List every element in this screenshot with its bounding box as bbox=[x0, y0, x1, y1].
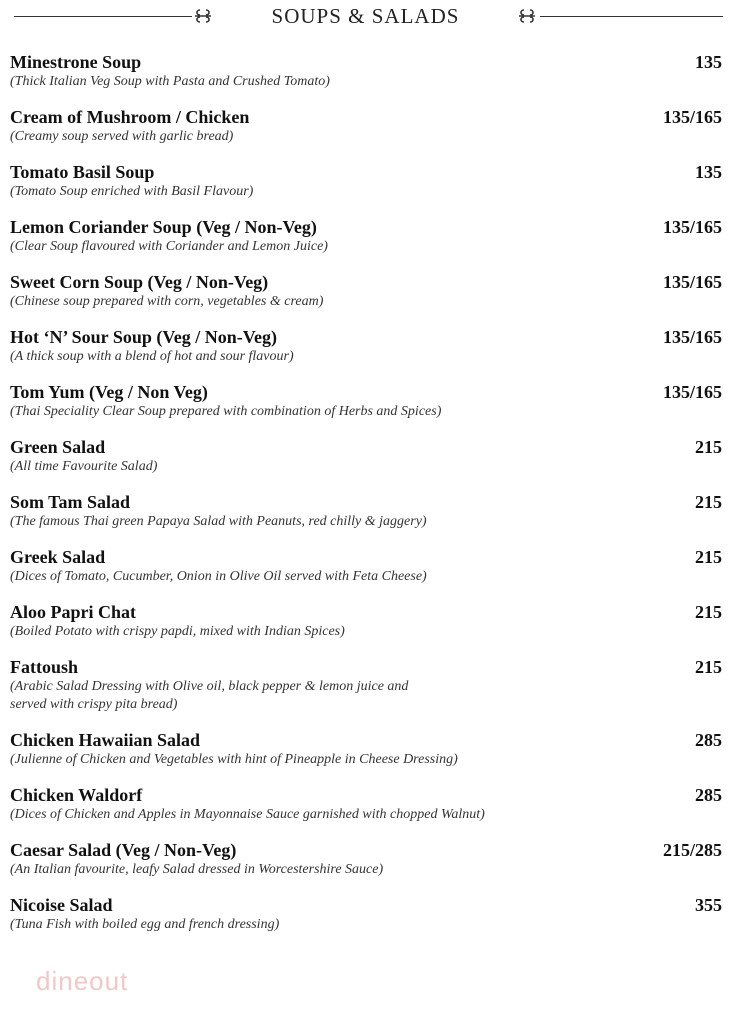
item-name: Cream of Mushroom / Chicken bbox=[10, 107, 250, 127]
item-description: (Creamy soup served with garlic bread) bbox=[10, 129, 234, 144]
item-price: 215 bbox=[695, 602, 722, 622]
item-description: (Boiled Potato with crispy papdi, mixed with Indian Spices) bbox=[10, 624, 345, 639]
section-title: SOUPS & SALADS bbox=[271, 4, 460, 28]
item-description: (Chinese soup prepared with corn, vegetables & cream) bbox=[10, 294, 324, 309]
item-name: Chicken Waldorf bbox=[10, 785, 143, 805]
menu-item bbox=[10, 785, 722, 824]
item-name: Green Salad bbox=[10, 437, 106, 457]
item-description: (Arabic Salad Dressing with Olive oil, black pepper & lemon juice and served with crispy pita bread) bbox=[10, 679, 409, 712]
item-description: (Thai Speciality Clear Soup prepared with combination of Herbs and Spices) bbox=[10, 404, 442, 419]
item-description: (An Italian favourite, leafy Salad dressed in Worcestershire Sauce) bbox=[10, 862, 384, 877]
item-price: 285 bbox=[695, 730, 722, 750]
menu-item bbox=[10, 217, 722, 256]
section-header bbox=[0, 0, 731, 34]
menu-item bbox=[10, 162, 722, 201]
item-description: (Julienne of Chicken and Vegetables with hint of Pineapple in Cheese Dressing) bbox=[10, 752, 458, 767]
menu-item bbox=[10, 107, 722, 146]
item-price: 135/165 bbox=[662, 272, 722, 292]
item-description: (Clear Soup flavoured with Coriander and Lemon Juice) bbox=[10, 239, 328, 254]
item-name: Minestrone Soup bbox=[10, 52, 142, 72]
menu-item bbox=[10, 602, 722, 641]
item-price: 215 bbox=[695, 657, 722, 677]
item-price: 215/285 bbox=[662, 840, 722, 860]
item-name: Tom Yum (Veg / Non Veg) bbox=[10, 382, 208, 402]
item-description: (The famous Thai green Papaya Salad with Peanuts, red chilly & jaggery) bbox=[10, 514, 427, 529]
item-price: 135/165 bbox=[662, 382, 722, 402]
ornament-right-icon bbox=[516, 5, 538, 27]
menu-item bbox=[10, 382, 722, 421]
item-name: Chicken Hawaiian Salad bbox=[10, 730, 201, 750]
item-description: (Tomato Soup enriched with Basil Flavour) bbox=[10, 184, 254, 199]
menu-item bbox=[10, 840, 722, 879]
item-description: (Thick Italian Veg Soup with Pasta and Crushed Tomato) bbox=[10, 74, 330, 89]
item-name: Caesar Salad (Veg / Non-Veg) bbox=[10, 840, 237, 860]
item-description: (Dices of Chicken and Apples in Mayonnaise Sauce garnished with chopped Walnut) bbox=[10, 807, 485, 822]
item-name: Som Tam Salad bbox=[10, 492, 131, 512]
item-name: Greek Salad bbox=[10, 547, 106, 567]
watermark: dineout bbox=[36, 966, 129, 996]
menu-list bbox=[10, 52, 722, 950]
menu-item bbox=[10, 437, 722, 476]
item-price: 135/165 bbox=[662, 107, 722, 127]
item-price: 135/165 bbox=[662, 327, 722, 347]
menu-item bbox=[10, 895, 722, 934]
item-price: 285 bbox=[695, 785, 722, 805]
menu-item bbox=[10, 52, 722, 91]
menu-item bbox=[10, 547, 722, 586]
item-description: (Tuna Fish with boiled egg and french dressing) bbox=[10, 917, 280, 932]
item-price: 135/165 bbox=[662, 217, 722, 237]
item-price: 215 bbox=[695, 437, 722, 457]
menu-item bbox=[10, 730, 722, 769]
item-price: 135 bbox=[695, 52, 722, 72]
item-description: (All time Favourite Salad) bbox=[10, 459, 158, 474]
item-description: (A thick soup with a blend of hot and sour flavour) bbox=[10, 349, 294, 364]
menu-item bbox=[10, 327, 722, 366]
item-price: 215 bbox=[695, 492, 722, 512]
item-price: 355 bbox=[695, 895, 722, 915]
item-name: Tomato Basil Soup bbox=[10, 162, 155, 182]
item-name: Lemon Coriander Soup (Veg / Non-Veg) bbox=[10, 217, 317, 237]
menu-item bbox=[10, 272, 722, 311]
item-price: 135 bbox=[695, 162, 722, 182]
item-price: 215 bbox=[695, 547, 722, 567]
header-rule-right bbox=[540, 16, 723, 17]
item-name: Aloo Papri Chat bbox=[10, 602, 136, 622]
item-name: Nicoise Salad bbox=[10, 895, 113, 915]
menu-item bbox=[10, 657, 722, 714]
item-name: Sweet Corn Soup (Veg / Non-Veg) bbox=[10, 272, 269, 292]
item-description: (Dices of Tomato, Cucumber, Onion in Olive Oil served with Feta Cheese) bbox=[10, 569, 427, 584]
item-name: Fattoush bbox=[10, 657, 79, 677]
item-name: Hot ‘N’ Sour Soup (Veg / Non-Veg) bbox=[10, 327, 278, 347]
menu-item bbox=[10, 492, 722, 531]
